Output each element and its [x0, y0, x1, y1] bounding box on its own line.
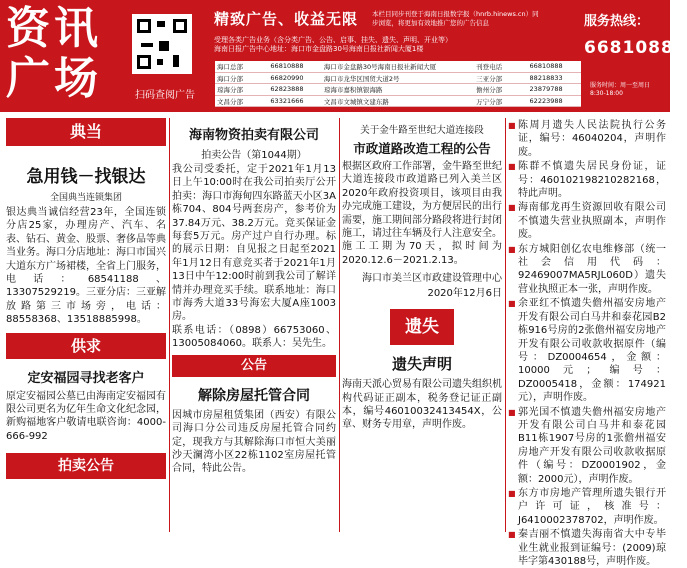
contact-cell: 海口总部 [217, 63, 243, 71]
contact-cell: 海口分部 [217, 74, 243, 83]
lost-notice-item: ■ 东方城阳创亿农电维修部（统一社会信用代码：92469007MA5RJL060D）遗失营业执照正本一张，声明作废。 [508, 243, 666, 297]
contact-cell: 文昌分部 [217, 97, 243, 106]
band-top: 受理各类广告业务（含分类广告、公告、启事、挂失、遗失、声明、开业等） [214, 36, 452, 44]
contact-cell: 66810888 [270, 62, 304, 70]
masthead-logo: 资讯广场 [6, 3, 102, 104]
lost-notice-item: ■ 余亚红不慎遗失儋州福安房地产开发有限公司白马井和泰花园B2栋916号房的2张儋州福安房地产开发有限公司收款收据原件（编号：DZ0004654，金额：10000元；编号：DZ0005418，金额：174921元），声明作废。 [508, 297, 666, 404]
pawn-subtitle: 全国典当连锁集团 [49, 193, 122, 203]
road-title: 市政道路改造工程的公告 [353, 141, 491, 156]
contact-row [215, 73, 581, 85]
contact-cell: 刊登电话 [476, 63, 503, 71]
contact-cell: 88218833 [529, 73, 563, 82]
masthead [0, 0, 687, 112]
column-rule [339, 118, 340, 532]
column-rule [169, 118, 170, 532]
service-band [214, 36, 582, 56]
column-pawn-supply [6, 118, 166, 532]
contact-cell: 62823888 [270, 85, 304, 93]
contact-cell: 三亚分部 [476, 74, 503, 83]
auction-contact: 联系电话：（0898）66753060、13005084060。联系人：吴先生。 [172, 324, 336, 350]
lost-notice-item: ■ 东方市房地产管理所遗失银行开户许可证，核准号：J6410002378702，声明作废。 [508, 487, 666, 527]
band-bottom: 海南日报广告中心地址：海口市金盘路30号海南日报社新闻大厦1楼 [214, 45, 424, 53]
contact-table [214, 60, 582, 108]
lost-title: 遗失声明 [391, 355, 452, 374]
slogan: 精致广告、收益无限 [214, 10, 359, 28]
lost-notice-item: ■ 郭光国不慎遗失儋州福安房地产开发有限公司白马井和泰花园B11栋1907号房的1张儋州福安房地产开发有限公司收款收据原件（编号：DZ0001902，金额：2000元），声明作废。 [508, 406, 666, 486]
column-rule [505, 118, 506, 532]
section-label-notice: 公告 [172, 355, 336, 377]
pawn-title: 急用钱－找银达 [26, 167, 146, 187]
contact-cell: 63321666 [270, 96, 304, 105]
section-label-auction: 拍卖公告 [6, 453, 166, 479]
section-label-supply: 供求 [6, 333, 166, 359]
qr-caption: 扫码查阅广告 [135, 90, 195, 101]
hotline-note: 服务时间：周一至周日 8:30-18:00 [590, 82, 651, 97]
contact-cell: 琼海分部 [217, 86, 243, 94]
contact-cell: 海口市金盘路30号海南日报社新闻大厦 [323, 63, 437, 71]
notice-title: 解除房屋托管合同 [198, 387, 310, 404]
hotline-label: 服务热线： [584, 14, 650, 29]
contact-row [215, 61, 581, 73]
contact-cell: 66810888 [529, 62, 563, 70]
contact-row [215, 96, 581, 108]
contact-cell: 23879788 [529, 85, 563, 93]
lost-notice-item: ■ 秦吉丽不慎遗失海南省大中专毕业生就业报到证编号：(2009)琼毕字第430188号，声明作废。 [508, 528, 666, 568]
contact-cell: 海口市龙华区国贸大道2号 [323, 74, 400, 83]
pawn-body: 银达典当诚信经营23年，全国连锁分店25家，办理房产、汽车、名表、钻石、黄金、股票、奢侈品等典当业务。海口分店地址：海口市国兴大道东方广场裙楼，全省上门服务，电话：68541188、13307529219。三亚分店：三亚解放路第三市场旁，电话：88558368、13518885998。 [6, 207, 166, 326]
road-body: 根据区政府工作部署，金牛路至世纪大道连接段市政道路已列入美兰区2020年政府投资项目，该项目由我办完成施工建设，为方便居民的出行需要，施工期间部分路段将进行封闭施工，请过往车辆及行人注意安全。施工工期为70天，拟时间为2020.12.6－2021.2.13。 [342, 161, 502, 266]
contact-cell: 文昌市文城镇文建东路 [323, 97, 389, 106]
contact-cell: 琼海市嘉积镇银海路 [323, 86, 383, 94]
supply-body: 原定安福园公墓已由海南定安福园有限公司更名为亿年生命文化纪念园，新购福地客户敬请电联咨询：4000-666-992 [6, 390, 166, 442]
hotline-number: 66810888 [584, 38, 687, 58]
road-pre-title: 关于金牛路至世纪大道连接段 [360, 125, 484, 136]
column-lost-notices [508, 118, 666, 567]
contact-cell: 66820990 [270, 73, 304, 82]
section-label-lost: 遗失 [390, 309, 454, 345]
section-label-pawn: 典当 [6, 118, 166, 146]
column-auction [172, 118, 336, 532]
auction-subtitle: 拍卖公告（第1044期） [201, 150, 307, 161]
lost-notice-item: ■ 海南郁龙再生资源回收有限公司不慎遗失营业执照副本，声明作废。 [508, 201, 666, 241]
contact-cell: 62223988 [529, 96, 563, 105]
notice-body: 因城市房屋租赁集团（西安）有限公司海口分公司违反房屋托管合同约定，现我方与其解除海口市恒大美丽沙天澜湾小区22栋1102室房屋托管合同，特此公告。 [172, 409, 336, 475]
contact-cell: 儋州分部 [476, 86, 503, 94]
column-road-lost [342, 118, 502, 532]
lost-notice-item: ■ 陈周月遗失人民法院执行公务证，编号：46040204，声明作废。 [508, 119, 666, 159]
auction-company-title: 海南物资拍卖有限公司 [188, 128, 319, 143]
contact-cell: 万宁分部 [476, 97, 503, 106]
road-signature: 海口市美兰区市政建设管理中心 [362, 273, 502, 285]
contact-row [215, 84, 581, 96]
road-date: 2020年12月6日 [427, 288, 502, 300]
lost-notice-item: ■ 陈群不慎遗失居民身份证，证号：460102198210282168，特此声明。 [508, 160, 666, 200]
auction-body: 我公司受委托，定于2021年1月13日上午10:00时在我公司拍卖厅公开拍卖：海口市海甸四东路蓝天小区3A栋704、804号两套房产，参考价为37.84万元、38.2万元。竞买保证金每套5万元。房产过户自行办理。标的展示日期：自见报之日起至2021年1月12日有意竞买者于2021年1月13日中午12:00时前到我公司了解详情并办理竞买手续。联系地址：海口市海秀大道33号海宏大厦A座1003房。 [172, 164, 336, 323]
lost-body: 海南天派心贸易有限公司遗失组织机构代码证正副本，税务登记证正副本，编号46010032413454X，公章、财务专用章，声明作废。 [342, 379, 502, 431]
supply-title: 定安福园寻找老客户 [27, 370, 145, 386]
media-note: 本栏目同步刊登于海南日报数字报（hnrb.hinews.cn）同步浏览，将更加有效地推广您的广告信息 [372, 10, 539, 27]
qr-code[interactable] [132, 14, 192, 74]
